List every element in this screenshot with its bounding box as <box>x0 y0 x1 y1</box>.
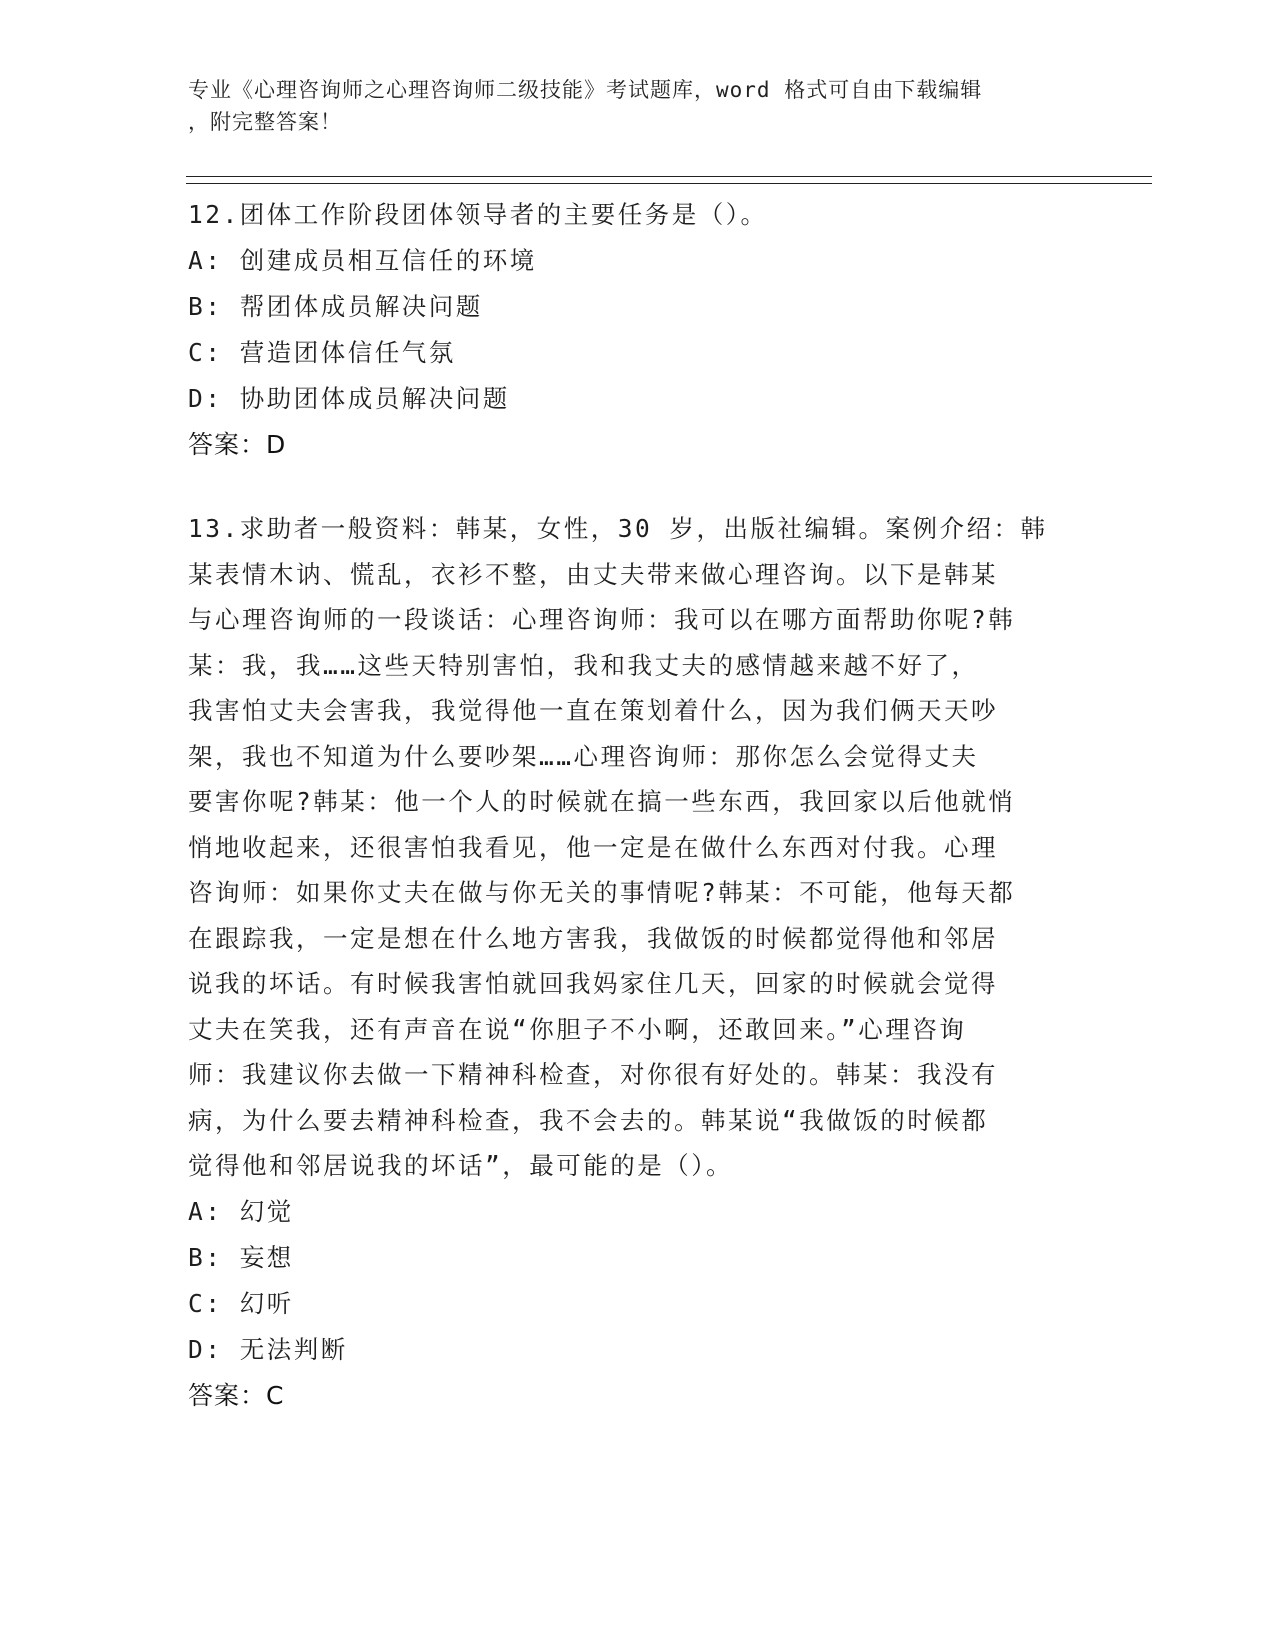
question-stem-line: 我害怕丈夫会害我，我觉得他一直在策划着什么，因为我们俩天天吵 <box>188 696 998 725</box>
question-stem-line: 师：我建议你去做一下精神科检查，对你很有好处的。韩某：我没有 <box>188 1060 998 1089</box>
question-stem-line: 在跟踪我，一定是想在什么地方害我，我做饭的时候都觉得他和邻居 <box>188 923 998 953</box>
question-stem-line: 说我的坏话。有时候我害怕就回我妈家住几天，回家的时候就会觉得 <box>188 969 998 998</box>
question-stem-line: 某：我，我……这些天特别害怕，我和我丈夫的感情越来越不好了， <box>188 650 979 680</box>
header-line-2: ，附完整答案！ <box>188 110 342 134</box>
option-c: C: 幻听 <box>188 1288 294 1318</box>
option-b: B: 帮团体成员解决问题 <box>188 292 483 321</box>
answer-label: 答案：C <box>188 1380 285 1410</box>
option-a: A: 创建成员相互信任的环境 <box>188 246 537 275</box>
question-stem-line: 悄地收起来，还很害怕我看见，他一定是在做什么东西对付我。心理 <box>188 832 998 862</box>
answer-label: 答案：D <box>188 430 287 459</box>
question-stem-line: 要害你呢?韩某：他一个人的时候就在搞一些东西，我回家以后他就悄 <box>188 787 1016 816</box>
header-line-1: 专业《心理咨询师之心理咨询师二级技能》考试题库，word 格式可自由下载编辑 <box>188 78 983 102</box>
question-stem-line: 与心理咨询师的一段谈话：心理咨询师：我可以在哪方面帮助你呢?韩 <box>188 605 1016 634</box>
option-d: D: 无法判断 <box>188 1334 348 1364</box>
question-13 <box>188 506 1088 1419</box>
question-12 <box>188 192 1088 468</box>
question-stem-line: 丈夫在笑我，还有声音在说“你胆子不小啊，还敢回来。”心理咨询 <box>188 1014 967 1044</box>
option-c: C: 营造团体信任气氛 <box>188 338 456 367</box>
question-stem-line: 架，我也不知道为什么要吵架……心理咨询师：那你怎么会觉得丈夫 <box>188 741 979 771</box>
question-stem-line: 病，为什么要去精神科检查，我不会去的。韩某说“我做饭的时候都 <box>188 1105 989 1135</box>
option-b: B: 妄想 <box>188 1242 294 1272</box>
option-a: A: 幻觉 <box>188 1196 294 1226</box>
question-stem-line: 13.求助者一般资料：韩某，女性，30 岁，出版社编辑。案例介绍：韩 <box>188 514 1048 543</box>
question-stem-line: 某表情木讷、慌乱，衣衫不整，由丈夫带来做心理咨询。以下是韩某 <box>188 559 998 589</box>
header-divider-bottom <box>186 183 1152 184</box>
question-stem-line: 觉得他和邻居说我的坏话”，最可能的是（）。 <box>188 1151 733 1180</box>
question-stem-line: 咨询师：如果你丈夫在做与你无关的事情呢?韩某：不可能，他每天都 <box>188 878 1016 907</box>
question-stem: 12.团体工作阶段团体领导者的主要任务是（）。 <box>188 200 768 229</box>
document-header <box>188 74 1068 138</box>
header-divider-top <box>186 176 1152 177</box>
option-d: D: 协助团体成员解决问题 <box>188 384 510 413</box>
